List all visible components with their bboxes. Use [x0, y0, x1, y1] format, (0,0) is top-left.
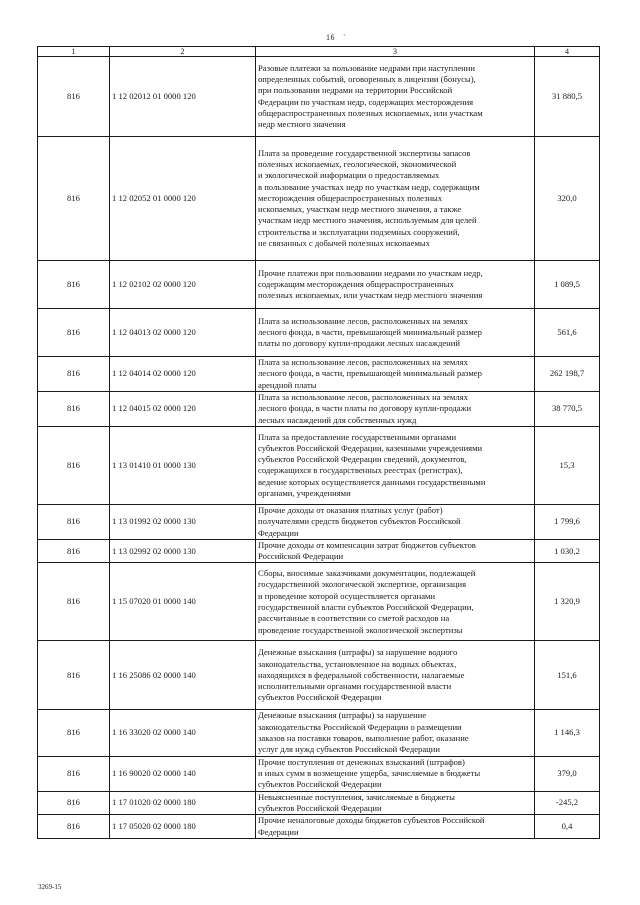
page-mark: `	[343, 33, 347, 42]
description-line: заказов на поставки товаров, выполнение работ, оказание	[258, 733, 469, 744]
description-line: услуг для нужд субъектов Российской Федерации	[258, 744, 440, 755]
column-header-2: 2	[110, 47, 256, 57]
description-line: Федерации	[258, 826, 299, 837]
description-line: строительства и эксплуатации подземных сооружений,	[258, 226, 460, 237]
table-row	[38, 261, 600, 309]
revenue-table	[37, 46, 600, 839]
description-line: Денежные взыскания (штрафы) за нарушение водного	[258, 647, 458, 658]
table-row	[38, 563, 600, 641]
revenue-code-cell: 1 17 05020 02 0000 180	[110, 815, 256, 839]
table-row	[38, 357, 600, 392]
description-cell	[256, 539, 535, 563]
revenue-code-cell: 1 12 02102 02 0000 120	[110, 261, 256, 309]
description-line: законодательства Российской Федерации о размещении	[258, 721, 462, 732]
description-line: государственной экологической экспертизе, организация	[258, 579, 467, 590]
description-line: ведение которых осуществляется данными государственными	[258, 476, 486, 487]
revenue-code-cell: 1 12 04014 02 0000 120	[110, 357, 256, 392]
description-line: субъектов Российской Федерации, казенными учреждениями	[258, 442, 483, 453]
revenue-code-cell: 1 12 02012 01 0000 120	[110, 57, 256, 137]
description-cell	[256, 641, 535, 710]
admin-code-cell: 816	[38, 504, 110, 539]
table-row	[38, 57, 600, 137]
amount-cell: 31 880,5	[535, 57, 600, 137]
description-line: Российской Федерации	[258, 551, 344, 562]
revenue-code-cell: 1 16 25086 02 0000 140	[110, 641, 256, 710]
table-row	[38, 641, 600, 710]
description-line: субъектов Российской Федерации	[258, 692, 382, 703]
description-line: рассчитанные в соответствии со сметой расходов на	[258, 613, 450, 624]
admin-code-cell: 816	[38, 309, 110, 357]
admin-code-cell: 816	[38, 357, 110, 392]
description-line: Прочие неналоговые доходы бюджетов субъектов Российской	[258, 815, 485, 826]
description-cell	[256, 563, 535, 641]
description-cell	[256, 791, 535, 815]
column-header-3: 3	[256, 47, 535, 57]
amount-cell: 1 030,2	[535, 539, 600, 563]
description-line: субъектов Российской Федерации	[258, 802, 382, 813]
table-row	[38, 309, 600, 357]
table-row	[38, 539, 600, 563]
revenue-code-cell: 1 12 04013 02 0000 120	[110, 309, 256, 357]
description-cell	[256, 504, 535, 539]
description-line: не связанных с добычей полезных ископаемых	[258, 238, 430, 249]
description-line: законодательства, установленное на водных объектах,	[258, 658, 457, 669]
description-line: Прочие доходы от оказания платных услуг (работ)	[258, 504, 443, 515]
revenue-code-cell: 1 12 02052 01 0000 120	[110, 137, 256, 261]
description-line: в пользование участках недр по участкам недр, содержащим	[258, 181, 480, 192]
description-line: Денежные взыскания (штрафы) за нарушение	[258, 710, 427, 721]
description-line: полезных ископаемых, геологической, экономической	[258, 158, 457, 169]
amount-cell: 1 089,5	[535, 261, 600, 309]
revenue-code-cell: 1 15 07020 01 0000 140	[110, 563, 256, 641]
table-row	[38, 791, 600, 815]
table-row	[38, 392, 600, 427]
description-line: субъектов Российской Федерации	[258, 779, 382, 790]
description-line: лесного фонда, в части платы по договору купли-продажи	[258, 403, 472, 414]
column-header-1: 1	[38, 47, 110, 57]
amount-cell: 38 770,5	[535, 392, 600, 427]
description-cell	[256, 57, 535, 137]
table-row	[38, 504, 600, 539]
description-line: Сборы, вносимые заказчиками документации, подлежащей	[258, 568, 476, 579]
description-line: арендной платы	[258, 379, 317, 390]
description-line: общераспространенных полезных ископаемых, или участкам	[258, 107, 483, 118]
description-line: получателями средств бюджетов субъектов Российской	[258, 516, 461, 527]
admin-code-cell: 816	[38, 641, 110, 710]
description-line: Невыясненные поступления, зачисляемые в бюджеты	[258, 791, 455, 802]
page-number-text: 16	[326, 33, 335, 42]
description-line: ископаемых, участкам недр местного значения, а также	[258, 204, 462, 215]
admin-code-cell: 816	[38, 392, 110, 427]
amount-cell: 1 146,3	[535, 710, 600, 756]
description-line: Федерации	[258, 527, 299, 538]
revenue-code-cell: 1 13 01992 02 0000 130	[110, 504, 256, 539]
column-header-4: 4	[535, 47, 600, 57]
amount-cell: 15,3	[535, 426, 600, 504]
description-cell	[256, 261, 535, 309]
description-line: органами, учреждениями	[258, 487, 351, 498]
amount-cell: -245,2	[535, 791, 600, 815]
description-line: Плата за проведение государственной экспертизы запасов	[258, 147, 471, 158]
description-cell	[256, 815, 535, 839]
description-line: государственной власти субъектов Российской Федерации,	[258, 601, 474, 612]
description-line: полезных ископаемых, или участкам недр местного значения	[258, 290, 483, 301]
description-cell	[256, 309, 535, 357]
footer-code: 3269-15	[38, 883, 62, 891]
amount-cell: 561,6	[535, 309, 600, 357]
description-line: содержащим месторождения общераспространенных	[258, 278, 454, 289]
admin-code-cell: 816	[38, 756, 110, 791]
admin-code-cell: 816	[38, 539, 110, 563]
revenue-code-cell: 1 13 02992 02 0000 130	[110, 539, 256, 563]
table-row	[38, 756, 600, 791]
description-cell	[256, 392, 535, 427]
description-line: и проведение которой осуществляется органами	[258, 590, 436, 601]
description-line: участкам недр местного значения, используемым для целей	[258, 215, 477, 226]
description-line: при пользовании недрами на территории Российской	[258, 85, 453, 96]
amount-cell: 1 799,6	[535, 504, 600, 539]
page-number	[326, 33, 346, 42]
revenue-code-cell: 1 12 04015 02 0000 120	[110, 392, 256, 427]
table-row	[38, 710, 600, 756]
amount-cell: 151,6	[535, 641, 600, 710]
description-line: недр местного значения	[258, 119, 346, 130]
description-line: Плата за использование лесов, расположенных на землях	[258, 315, 468, 326]
description-line: определенных событий, оговоренных в лицензии (бонусы),	[258, 73, 476, 84]
description-line: субъектов Российской Федерации сведений, документов,	[258, 454, 467, 465]
revenue-code-cell: 1 16 90020 02 0000 140	[110, 756, 256, 791]
description-line: лесного фонда, в части, превышающей минимальный размер	[258, 368, 482, 379]
admin-code-cell: 816	[38, 57, 110, 137]
description-line: и иных сумм в возмещение ущерба, зачисляемые в бюджеты	[258, 768, 481, 779]
admin-code-cell: 816	[38, 815, 110, 839]
description-line: исполнительными органами государственной власти	[258, 681, 452, 692]
description-line: Плата за использование лесов, расположенных на землях	[258, 392, 468, 402]
description-cell	[256, 756, 535, 791]
table-body	[38, 47, 600, 839]
admin-code-cell: 816	[38, 563, 110, 641]
amount-cell: 320,0	[535, 137, 600, 261]
description-line: и экологической информации о предоставляемых	[258, 170, 440, 181]
admin-code-cell: 816	[38, 791, 110, 815]
table-row	[38, 815, 600, 839]
admin-code-cell: 816	[38, 261, 110, 309]
admin-code-cell: 816	[38, 426, 110, 504]
table-row	[38, 426, 600, 504]
description-line: Плата за предоставление государственными органами	[258, 431, 457, 442]
revenue-code-cell: 1 16 33020 02 0000 140	[110, 710, 256, 756]
description-line: проведение государственной экологической экспертизы	[258, 624, 463, 635]
description-line: Разовые платежи за пользование недрами при наступлении	[258, 62, 475, 73]
revenue-code-cell: 1 17 01020 02 0000 180	[110, 791, 256, 815]
description-cell	[256, 710, 535, 756]
table-header-row	[38, 47, 600, 57]
amount-cell: 262 198,7	[535, 357, 600, 392]
admin-code-cell: 816	[38, 137, 110, 261]
description-line: Плата за использование лесов, расположенных на землях	[258, 357, 468, 368]
amount-cell: 0,4	[535, 815, 600, 839]
description-line: содержащихся в государственных реестрах (регистрах),	[258, 465, 463, 476]
description-line: платы по договору купли-продажи лесных насаждений	[258, 338, 460, 349]
description-line: Федерации по участкам недр, содержащих месторождения	[258, 96, 474, 107]
description-line: месторождения общераспространенных полезных	[258, 192, 443, 203]
description-cell	[256, 357, 535, 392]
description-line: Прочие платежи при пользовании недрами по участкам недр,	[258, 267, 483, 278]
amount-cell: 1 320,9	[535, 563, 600, 641]
revenue-code-cell: 1 13 01410 01 0000 130	[110, 426, 256, 504]
table-row	[38, 137, 600, 261]
description-cell	[256, 137, 535, 261]
admin-code-cell: 816	[38, 710, 110, 756]
description-line: лесных насаждений для собственных нужд	[258, 414, 417, 425]
description-cell	[256, 426, 535, 504]
description-line: Прочие доходы от компенсации затрат бюджетов субъектов	[258, 539, 476, 550]
amount-cell: 379,0	[535, 756, 600, 791]
description-line: лесного фонда, в части, превышающей минимальный размер	[258, 326, 482, 337]
description-line: Прочие поступления от денежных взысканий (штрафов)	[258, 756, 465, 767]
description-line: находящихся в федеральной собственности, налагаемые	[258, 669, 465, 680]
